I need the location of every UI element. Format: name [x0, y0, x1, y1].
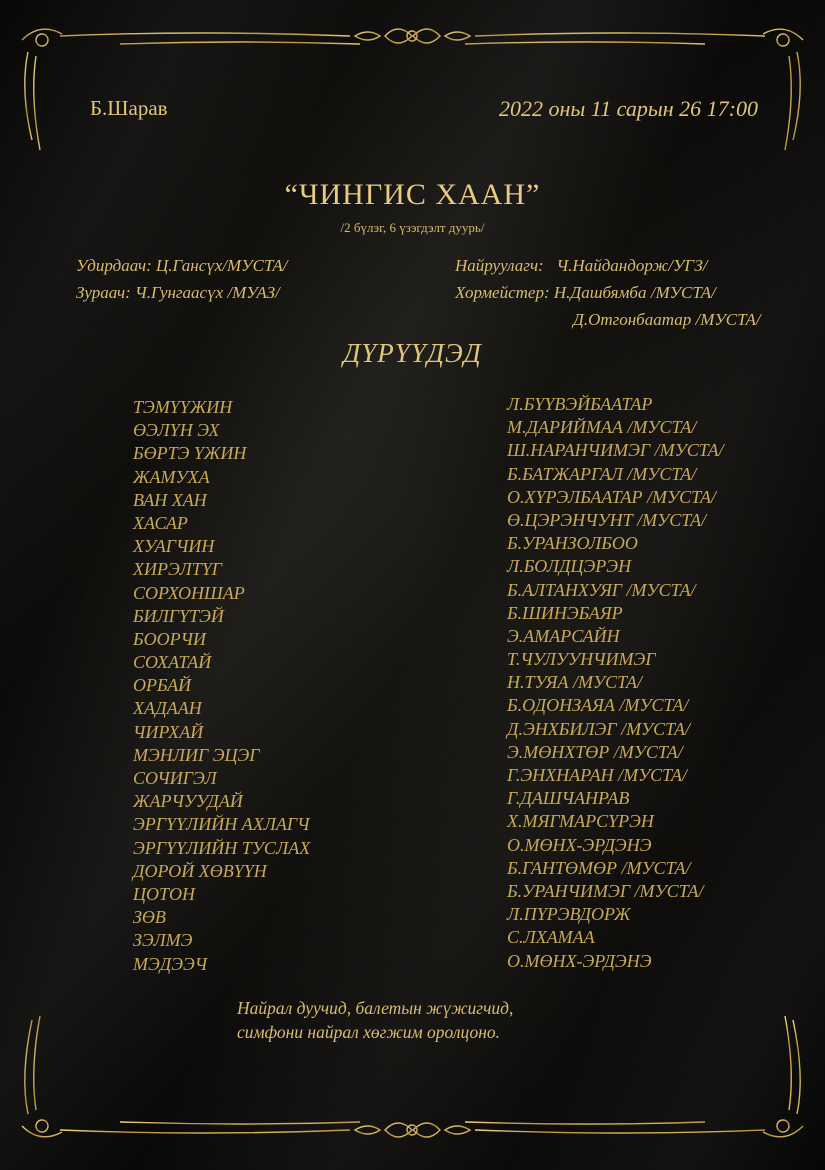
actor-name: Н.ТУЯА /МУСТА/ — [507, 672, 642, 693]
role-name: ЭРГҮҮЛИЙН ТУСЛАХ — [133, 837, 311, 858]
credit-conductor: Удирдаач: Ц.Гансүх/МУСТА/ — [76, 256, 288, 275]
role-name: ХИРЭЛТҮГ — [133, 559, 222, 580]
actor-name: Б.ГАНТӨМӨР /МУСТА/ — [507, 857, 691, 878]
actor-name: Б.АЛТАНХУЯГ /МУСТА/ — [507, 579, 696, 600]
role-name: ХАСАР — [133, 512, 188, 533]
role-name: СОЧИГЭЛ — [133, 768, 217, 788]
cast-heading: ДҮРҮҮДЭД — [343, 338, 482, 368]
actor-name: Б.БАТЖАРГАЛ /МУСТА/ — [507, 463, 697, 484]
actor-name: Д.ЭНХБИЛЭГ /МУСТА/ — [507, 718, 691, 739]
actor-name: О.ХҮРЭЛБААТАР /МУСТА/ — [507, 486, 717, 507]
actor-name: Л.БҮҮВЭЙБААТАР — [507, 394, 653, 414]
credit-choirmaster-1: Хормейстер: Н.Дашбямба /МУСТА/ — [455, 283, 716, 302]
actor-name: Г.ДАШЧАНРАВ — [507, 788, 630, 809]
actor-name: Г.ЭНХНАРАН /МУСТА/ — [507, 765, 688, 785]
actor-name: О.МӨНХ-ЭРДЭНЭ — [507, 834, 652, 855]
footer-line-2: симфони найрал хөгжим оролцоно. — [237, 1022, 501, 1042]
credit-painter: Зураач: Ч.Гунгаасүх /МУАЗ/ — [76, 283, 280, 302]
role-name: ЦОТОН — [133, 883, 196, 904]
role-name: СОРХОНШАР — [133, 582, 245, 603]
role-name: ВАН ХАН — [133, 489, 207, 510]
actor-name: М.ДАРИЙМАА /МУСТА/ — [507, 417, 697, 438]
role-name: ХАДААН — [133, 698, 202, 719]
actor-name: С.ЛХАМАА — [507, 927, 595, 948]
actor-list — [507, 393, 724, 973]
role-name: БИЛГҮТЭЙ — [133, 605, 224, 626]
performance-datetime: 2022 оны 11 сарын 26 17:00 — [498, 96, 758, 121]
actor-name: О.МӨНХ-ЭРДЭНЭ — [507, 950, 652, 971]
actor-name: Б.УРАНЧИМЭГ /МУСТА/ — [507, 880, 704, 901]
role-name: СОХАТАЙ — [133, 652, 212, 673]
footer-line-1: Найрал дуучид, балетын жүжигчид, — [237, 998, 514, 1018]
role-list — [133, 396, 310, 976]
role-name: ЭРГҮҮЛИЙН АХЛАГЧ — [133, 814, 310, 835]
role-name: ӨЭЛҮН ЭХ — [133, 420, 220, 441]
role-name: ЖАМУХА — [133, 466, 210, 487]
actor-name: Э.АМАРСАЙН — [507, 625, 620, 646]
actor-name: Т.ЧУЛУУНЧИМЭГ — [507, 649, 656, 670]
footer-note — [237, 996, 513, 1044]
opera-title: “ЧИНГИС ХААН” — [284, 178, 541, 211]
role-name: ХУАГЧИН — [133, 536, 215, 557]
actor-name: Б.УРАНЗОЛБОО — [507, 533, 638, 554]
role-name: ЗЭЛМЭ — [133, 930, 193, 951]
credit-choirmaster-2: Д.Отгонбаатар /МУСТА/ — [573, 310, 761, 329]
role-name: МЭДЭЭЧ — [133, 953, 208, 974]
actor-name: Л.ПҮРЭВДОРЖ — [507, 904, 631, 925]
role-name: БӨРТЭ ҮЖИН — [133, 443, 247, 464]
role-name: ЖАРЧУУДАЙ — [133, 791, 243, 812]
role-name: ОРБАЙ — [133, 675, 192, 696]
role-name: БООРЧИ — [133, 628, 207, 649]
role-name: ЗӨВ — [133, 907, 166, 928]
role-name: ДОРОЙ ХӨВҮҮН — [133, 860, 267, 881]
composer-name: Б.Шарав — [90, 96, 168, 120]
actor-name: Э.МӨНХТӨР /МУСТА/ — [507, 741, 683, 762]
credit-arranger: Найруулагч: Ч.Найдандорж/УГЗ/ — [455, 256, 708, 275]
role-name: ТЭМҮҮЖИН — [133, 397, 233, 417]
actor-name: Б.ШИНЭБАЯР — [507, 602, 623, 623]
role-name: МЭНЛИГ ЭЦЭГ — [133, 744, 260, 765]
actor-name: Б.ОДОНЗАЯА /МУСТА/ — [507, 695, 689, 716]
actor-name: Ө.ЦЭРЭНЧУНТ /МУСТА/ — [507, 509, 707, 530]
actor-name: Х.МЯГМАРСҮРЭН — [507, 811, 654, 832]
opera-subtitle: /2 бүлэг, 6 үзэгдэлт дуурь/ — [340, 220, 485, 235]
role-name: ЧИРХАЙ — [133, 721, 204, 742]
actor-name: Ш.НАРАНЧИМЭГ /МУСТА/ — [507, 440, 724, 461]
actor-name: Л.БОЛДЦЭРЭН — [507, 556, 632, 577]
